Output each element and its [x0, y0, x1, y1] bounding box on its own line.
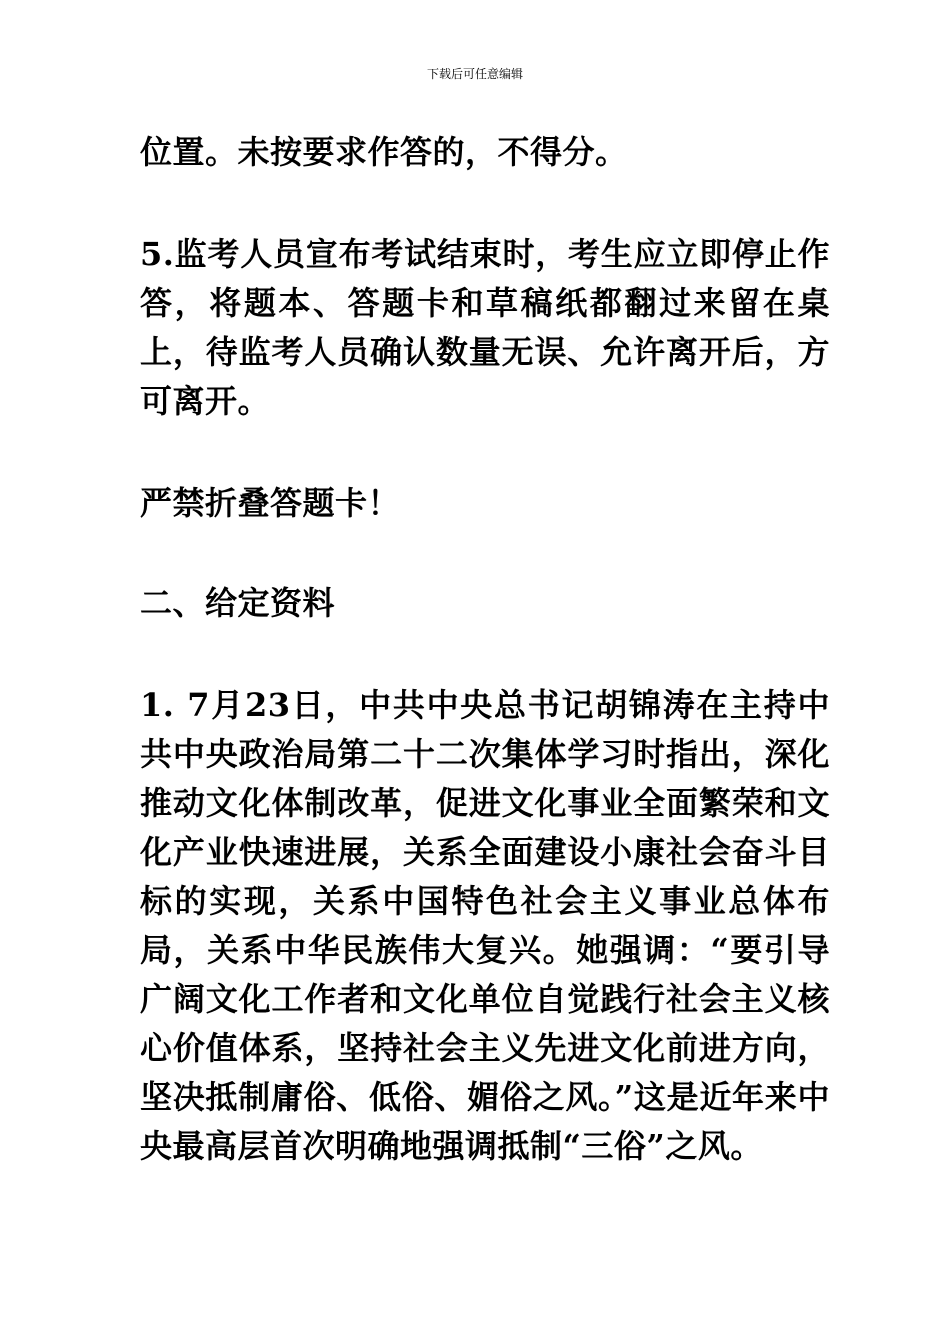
paragraph-rule-5: 5.监考人员宣布考试结束时，考生应立即停止作答，将题本、答题卡和草稿纸都翻过来留在桌上，待监考人员确认数量无误、允许离开后，方可离开。 — [140, 235, 830, 420]
document-body — [140, 128, 830, 1171]
page-header-note: 下载后可任意编辑 — [426, 67, 523, 81]
paragraph-answer-position: 位置。未按要求作答的，不得分。 — [140, 133, 628, 171]
paragraph-material-1: 1. 7月23日，中共中央总书记胡锦涛在主持中共中央政治局第二十二次集体学习时指出，深化推动文化体制改革，促进文化事业全面繁荣和文化产业快速进展，关系全面建设小康社会奋斗目标的实现，关系中国特色社会主义事业总体布局，关系中华民族伟大复兴。她强调：“要引导广阔文化工作者和文化单位自觉践行社会主义核心价值体系，坚持社会主义先进文化前进方向，坚决抵制庸俗、低俗、媚俗之风。”这是近年来中央最高层首次明确地强调抵制“三俗”之风。 — [140, 686, 830, 1165]
section-heading: 二、给定资料 — [140, 584, 336, 622]
paragraph-warning: 严禁折叠答题卡！ — [140, 484, 401, 522]
